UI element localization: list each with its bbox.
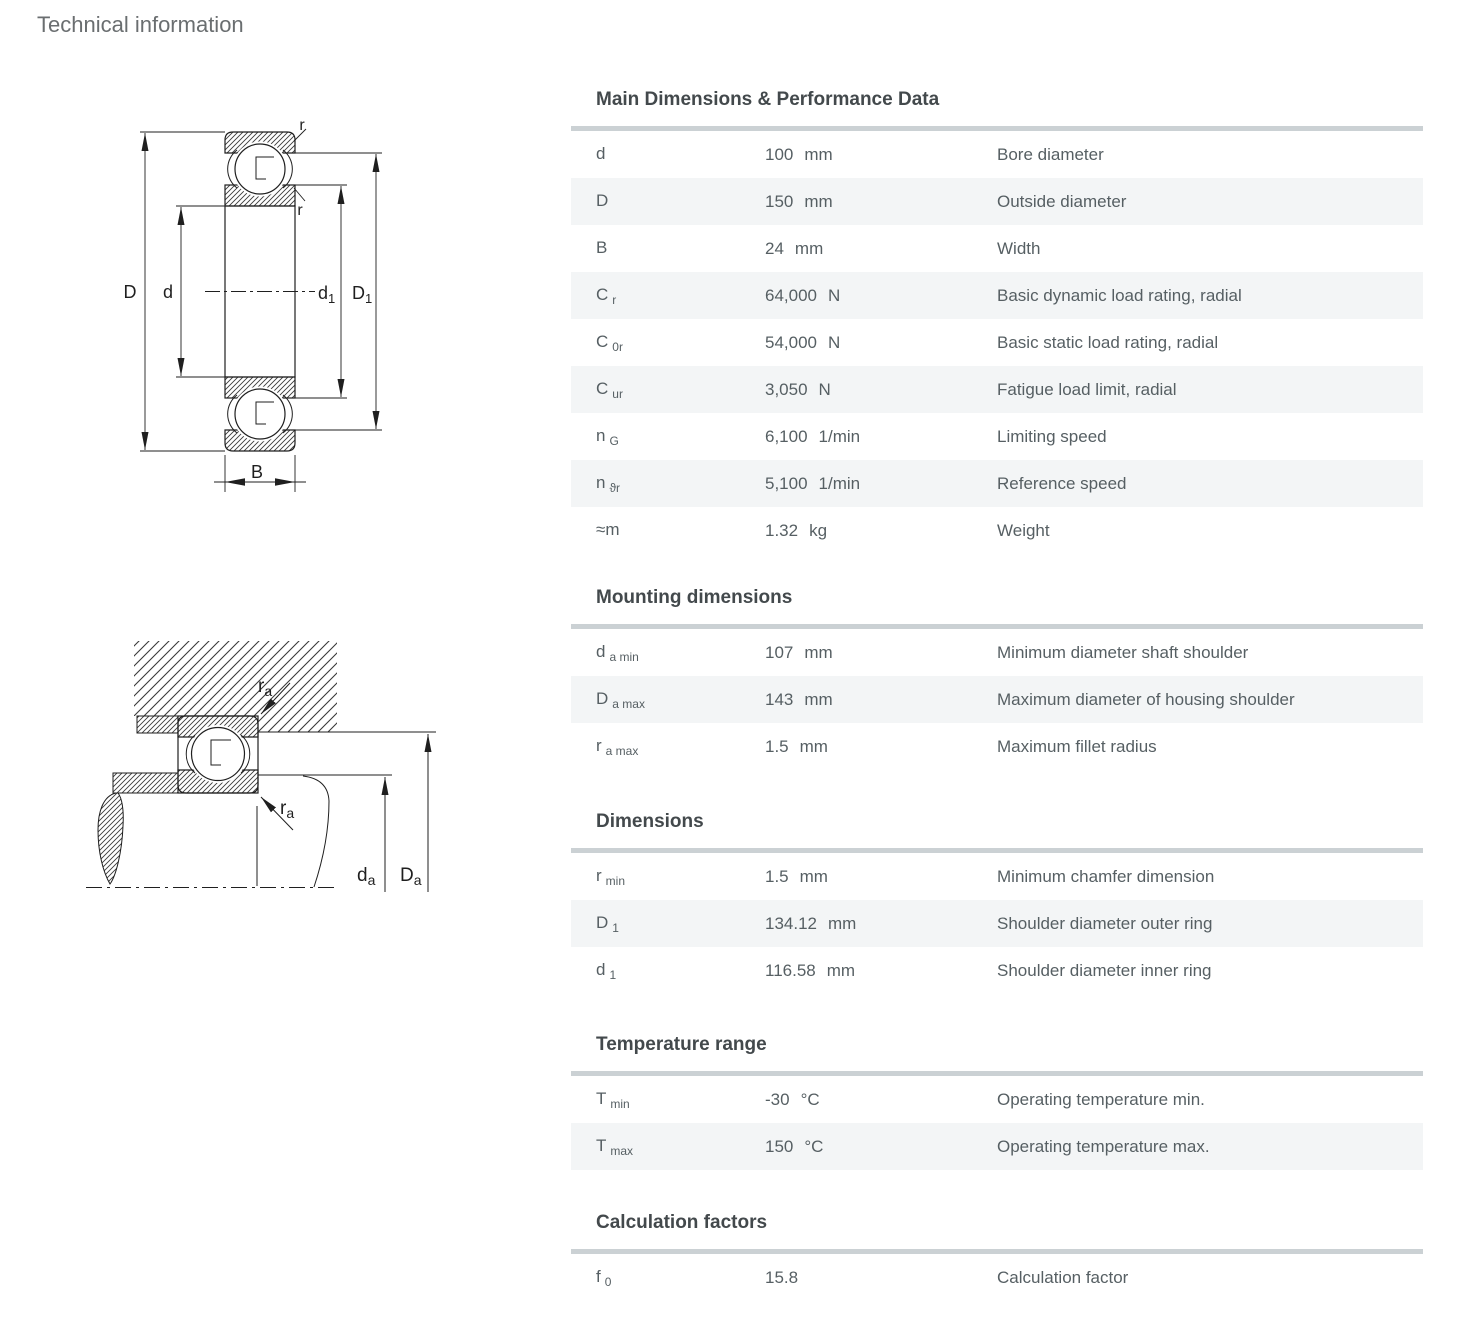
symbol-subscript: G — [609, 433, 619, 448]
shaft-shoulder — [113, 773, 178, 793]
symbol-main: D — [596, 912, 609, 932]
symbol-cell — [571, 238, 765, 260]
value-text: 24 — [765, 238, 784, 258]
table-row — [571, 460, 1423, 507]
table-row — [571, 272, 1423, 319]
table-row — [571, 319, 1423, 366]
value-cell — [765, 521, 997, 541]
symbol-subscript: r — [612, 292, 617, 307]
value-text: 1.32 — [765, 520, 799, 540]
table-rows — [571, 629, 1423, 770]
label-d: d — [162, 282, 174, 302]
label-r-inner: r — [297, 202, 303, 219]
value-text: 116.58 — [765, 960, 816, 980]
symbol-main: r — [596, 865, 602, 885]
value-text: -30 — [765, 1089, 790, 1109]
symbol-subscript: max — [610, 1143, 634, 1158]
unit-text: mm — [799, 866, 828, 886]
symbol-main: C — [596, 378, 609, 398]
symbol-cell — [571, 473, 765, 495]
value-text: 100 — [765, 144, 794, 164]
description-cell: Fatigue load limit, radial — [997, 379, 1177, 399]
symbol-cell — [571, 379, 765, 401]
label-ra-top: $r_a$ — [258, 676, 273, 699]
description-cell: Outside diameter — [997, 191, 1127, 211]
symbol-subscript: a max — [605, 743, 639, 758]
unit-text: N — [818, 379, 831, 399]
section-heading: Dimensions — [596, 811, 704, 832]
symbol-subscript: 0r — [612, 339, 623, 354]
unit-text: mm — [804, 144, 833, 164]
value-cell — [765, 867, 997, 887]
description-cell: Maximum fillet radius — [997, 736, 1157, 756]
data-section — [571, 1213, 1423, 1301]
table-row — [571, 1076, 1423, 1123]
bearing-section-drawing — [140, 129, 382, 492]
r-leader-inner — [294, 188, 305, 201]
data-section — [571, 812, 1423, 994]
description-cell: Basic dynamic load rating, radial — [997, 285, 1242, 305]
value-cell — [765, 914, 997, 934]
symbol-main: d — [596, 959, 606, 979]
unit-text: mm — [804, 191, 833, 211]
value-cell — [765, 145, 997, 165]
unit-text: mm — [799, 736, 828, 756]
table-row — [571, 507, 1423, 554]
label-ra-bottom: $r_a$ — [280, 798, 295, 821]
symbol-cell — [571, 1267, 765, 1289]
table-rows — [571, 131, 1423, 554]
symbol-subscript: 1 — [612, 920, 619, 935]
value-text: 107 — [765, 642, 794, 662]
symbol-subscript: 1 — [609, 967, 617, 982]
symbol-cell — [571, 913, 765, 935]
table-row — [571, 178, 1423, 225]
symbol-main: B — [596, 237, 608, 257]
table-row — [571, 366, 1423, 413]
table-row — [571, 225, 1423, 272]
value-cell — [765, 643, 997, 663]
table-rows — [571, 1076, 1423, 1170]
label-B: B — [250, 462, 264, 482]
unit-text: °C — [800, 1089, 820, 1109]
symbol-cell — [571, 960, 765, 982]
unit-text: 1/min — [818, 473, 861, 493]
value-cell — [765, 380, 997, 400]
symbol-cell — [571, 689, 765, 711]
table-row — [571, 723, 1423, 770]
label-r-top: r — [299, 117, 305, 134]
section-heading: Calculation factors — [596, 1212, 768, 1233]
symbol-subscript: ϑr — [609, 480, 621, 495]
bearing-drawings — [0, 0, 520, 960]
description-cell: Minimum diameter shaft shoulder — [997, 642, 1249, 662]
unit-text: N — [828, 332, 841, 352]
label-D1: $D_1$ — [352, 283, 373, 306]
table-row — [571, 1254, 1423, 1301]
symbol-subscript: min — [605, 873, 626, 888]
table-row — [571, 131, 1423, 178]
description-cell: Operating temperature max. — [997, 1136, 1210, 1156]
symbol-subscript: min — [610, 1096, 630, 1111]
symbol-main: T — [596, 1135, 607, 1155]
value-cell — [765, 690, 997, 710]
value-text: 6,100 — [765, 426, 808, 446]
symbol-cell — [571, 520, 765, 542]
value-text: 54,000 — [765, 332, 817, 352]
value-text: 15.8 — [765, 1267, 799, 1287]
symbol-cell — [571, 144, 765, 166]
symbol-cell — [571, 332, 765, 354]
symbol-cell — [571, 736, 765, 758]
table-rows — [571, 853, 1423, 994]
value-cell — [765, 427, 997, 447]
description-cell: Width — [997, 238, 1041, 258]
description-cell: Limiting speed — [997, 426, 1107, 446]
symbol-main: r — [596, 735, 602, 755]
symbol-main: ≈m — [596, 519, 620, 539]
value-text: 150 — [765, 1136, 794, 1156]
data-tables-column — [571, 0, 1423, 1301]
label-Da: $D_a$ — [400, 865, 422, 888]
value-cell — [765, 474, 997, 494]
label-d1: $d_1$ — [318, 283, 336, 306]
value-text: 134.12 — [765, 913, 817, 933]
value-cell — [765, 737, 997, 757]
symbol-cell — [571, 866, 765, 888]
label-D: D — [123, 282, 137, 302]
unit-text: mm — [826, 960, 856, 980]
label-da: $d_a$ — [357, 865, 376, 888]
description-cell: Reference speed — [997, 473, 1127, 493]
symbol-main: D — [596, 688, 609, 708]
data-section — [571, 588, 1423, 770]
table-row — [571, 853, 1423, 900]
value-cell — [765, 1137, 997, 1157]
table-rows — [571, 1254, 1423, 1301]
housing-shoulder — [137, 716, 178, 733]
description-cell: Calculation factor — [997, 1267, 1129, 1287]
symbol-main: C — [596, 331, 609, 351]
value-cell — [765, 286, 997, 306]
shaft-break-blob — [98, 793, 123, 884]
value-cell — [765, 333, 997, 353]
symbol-subscript: a min — [609, 649, 639, 664]
table-row — [571, 413, 1423, 460]
unit-text: mm — [804, 642, 833, 662]
table-row — [571, 900, 1423, 947]
symbol-cell — [571, 426, 765, 448]
section-heading: Temperature range — [596, 1034, 767, 1055]
value-text: 5,100 — [765, 473, 808, 493]
description-cell: Minimum chamfer dimension — [997, 866, 1215, 886]
description-cell: Weight — [997, 520, 1050, 540]
value-text: 150 — [765, 191, 794, 211]
description-cell: Shoulder diameter inner ring — [997, 960, 1212, 980]
description-cell: Basic static load rating, radial — [997, 332, 1219, 352]
data-section — [571, 1035, 1423, 1170]
table-row — [571, 629, 1423, 676]
value-cell — [765, 239, 997, 259]
table-row — [571, 947, 1423, 994]
description-cell: Bore diameter — [997, 144, 1104, 164]
symbol-main: n — [596, 472, 606, 492]
value-cell — [765, 1268, 997, 1288]
unit-text: 1/min — [818, 426, 861, 446]
symbol-main: d — [596, 143, 606, 163]
value-text: 1.5 — [765, 736, 789, 756]
value-text: 1.5 — [765, 866, 789, 886]
description-cell: Shoulder diameter outer ring — [997, 913, 1213, 933]
unit-text: mm — [828, 913, 857, 933]
value-text: 64,000 — [765, 285, 817, 305]
symbol-subscript: a max — [612, 696, 645, 711]
description-cell: Operating temperature min. — [997, 1089, 1205, 1109]
symbol-main: D — [596, 190, 609, 210]
symbol-cell — [571, 1089, 765, 1111]
section-heading: Main Dimensions & Performance Data — [596, 89, 940, 110]
table-row — [571, 676, 1423, 723]
value-cell — [765, 961, 997, 981]
page-title: Technical information — [37, 12, 244, 37]
symbol-cell — [571, 191, 765, 213]
shaft-contour-curve — [303, 776, 329, 887]
symbol-main: T — [596, 1088, 607, 1108]
symbol-cell — [571, 1136, 765, 1158]
symbol-subscript: ur — [612, 386, 623, 401]
value-text: 143 — [765, 689, 794, 709]
symbol-main: d — [596, 641, 606, 661]
unit-text: °C — [804, 1136, 824, 1156]
symbol-subscript: 0 — [604, 1274, 612, 1289]
value-cell — [765, 1090, 997, 1110]
unit-text: mm — [794, 238, 824, 258]
data-section — [571, 90, 1423, 554]
symbol-cell — [571, 642, 765, 664]
value-text: 3,050 — [765, 379, 808, 399]
unit-text: mm — [804, 689, 833, 709]
section-heading: Mounting dimensions — [596, 587, 793, 608]
symbol-main: f — [596, 1266, 601, 1286]
description-cell: Maximum diameter of housing shoulder — [997, 689, 1295, 709]
symbol-cell — [571, 285, 765, 307]
table-row — [571, 1123, 1423, 1170]
unit-text: N — [828, 285, 841, 305]
symbol-main: n — [596, 425, 606, 445]
symbol-main: C — [596, 284, 609, 304]
unit-text: kg — [809, 520, 828, 540]
value-cell — [765, 192, 997, 212]
